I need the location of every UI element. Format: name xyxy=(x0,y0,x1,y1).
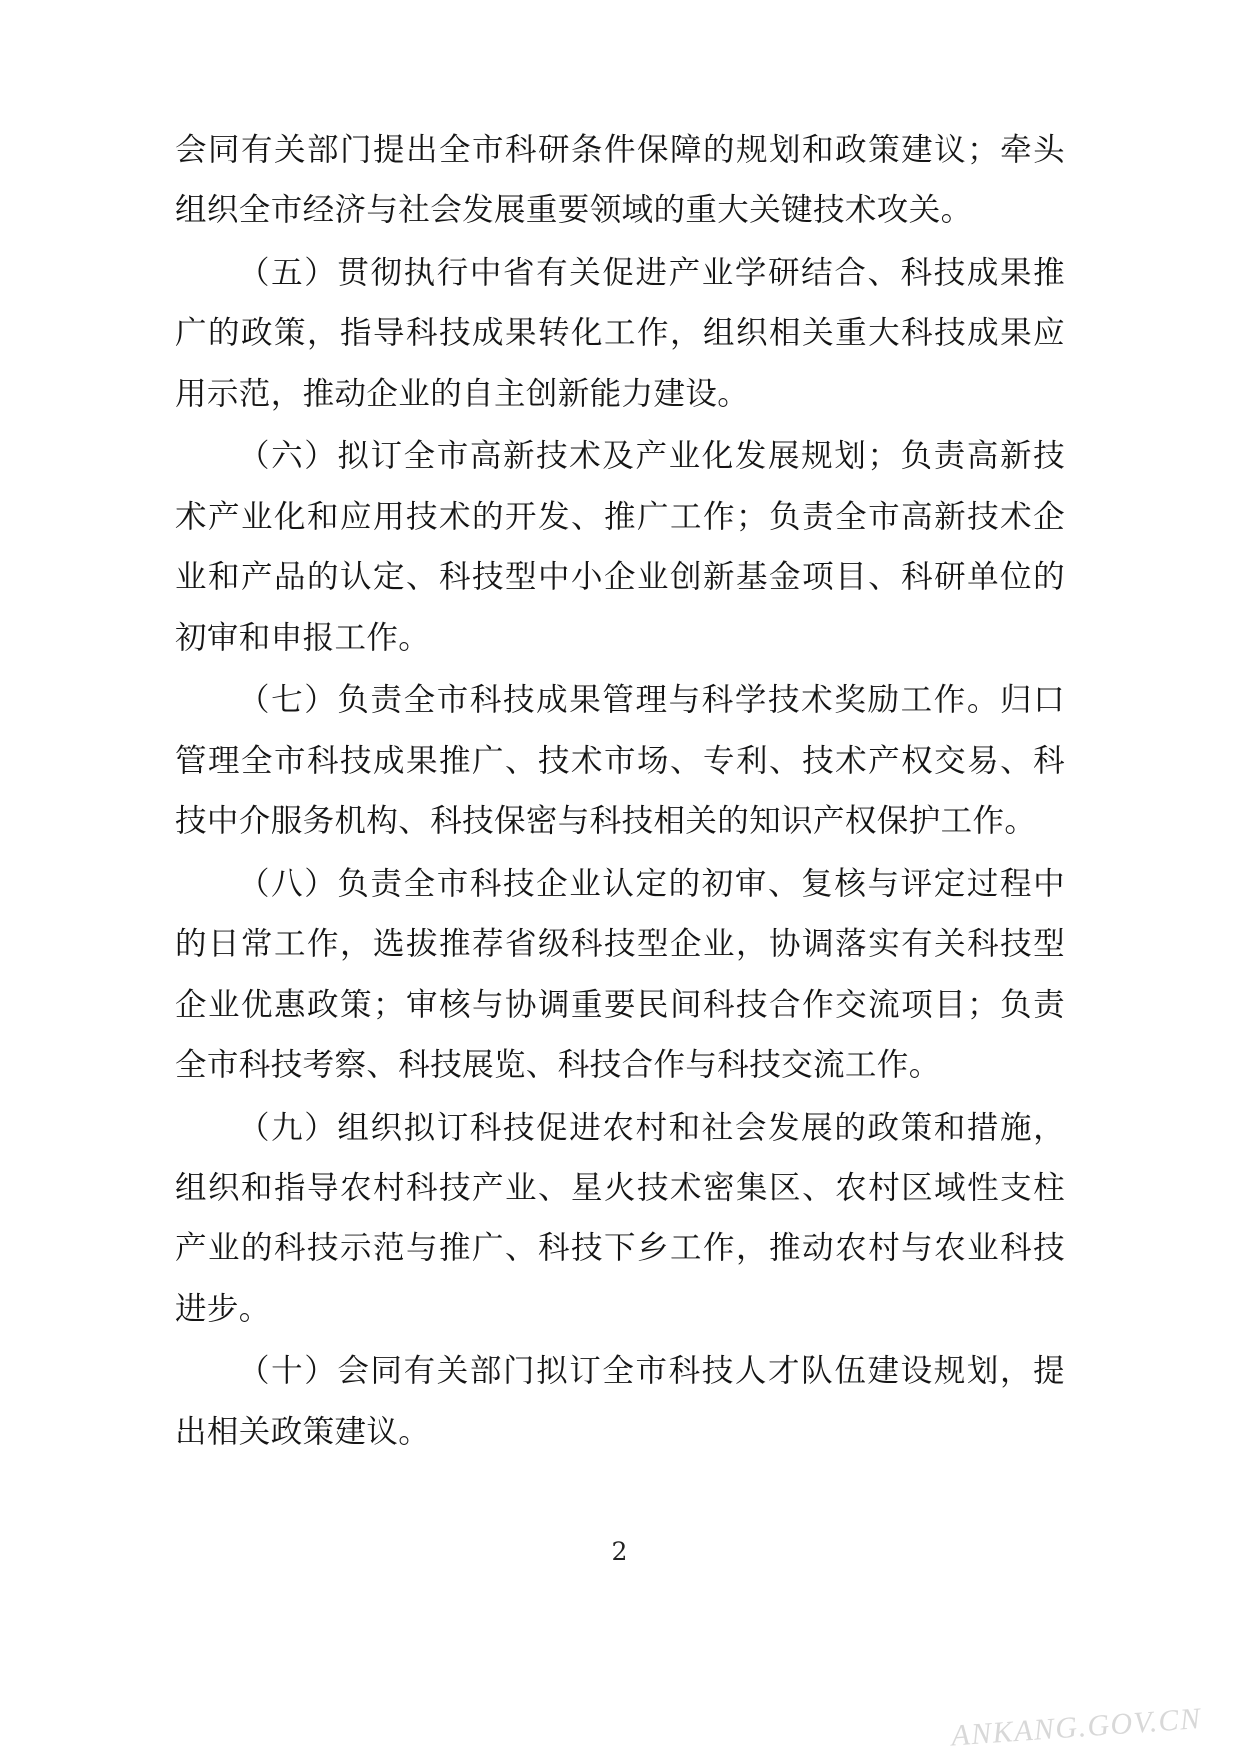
paragraph-item-6: （六）拟订全市高新技术及产业化发展规划；负责高新技术产业化和应用技术的开发、推广工作；负责全市高新技术企业和产品的认定、科技型中小企业创新基金项目、科研单位的初审和申报工作。 xyxy=(175,438,1065,656)
paragraph-item-7: （七）负责全市科技成果管理与科学技术奖励工作。归口管理全市科技成果推广、技术市场、专利、技术产权交易、科技中介服务机构、科技保密与科技相关的知识产权保护工作。 xyxy=(175,682,1065,840)
paragraph-item-5: （五）贯彻执行中省有关促进产业学研结合、科技成果推广的政策，指导科技成果转化工作，组织相关重大科技成果应用示范，推动企业的自主创新能力建设。 xyxy=(175,254,1065,412)
watermark: ANKANG.GOV.CN xyxy=(950,1702,1203,1753)
paragraph-item-9: （九）组织拟订科技促进农村和社会发展的政策和措施，组织和指导农村科技产业、星火技术密集区、农村区域性支柱产业的科技示范与推广、科技下乡工作，推动农村与农业科技进步。 xyxy=(175,1109,1065,1327)
page-number: 2 xyxy=(611,1537,628,1566)
paragraph-continued: 会同有关部门提出全市科研条件保障的规划和政策建议；牵头组织全市经济与社会发展重要领域的重大关键技术攻关。 xyxy=(175,132,1065,229)
paragraph-item-10: （十）会同有关部门拟订全市科技人才队伍建设规划，提出相关政策建议。 xyxy=(175,1353,1065,1450)
paragraph-item-8: （八）负责全市科技企业认定的初审、复核与评定过程中的日常工作，选拔推荐省级科技型企业，协调落实有关科技型企业优惠政策；审核与协调重要民间科技合作交流项目；负责全市科技考察、科技展览、科技合作与科技交流工作。 xyxy=(175,865,1065,1084)
document-body xyxy=(175,120,1065,1462)
